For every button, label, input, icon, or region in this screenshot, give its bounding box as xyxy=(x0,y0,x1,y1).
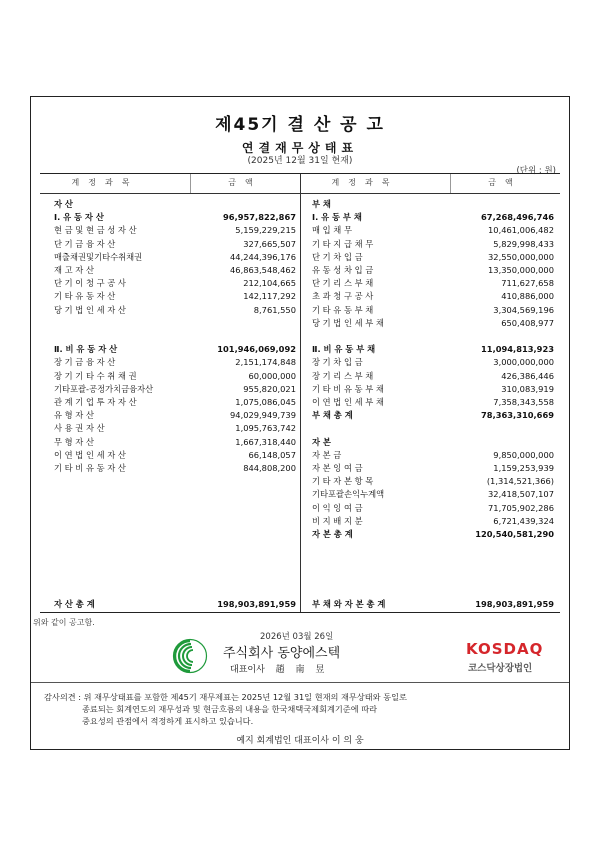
header-right-amount: 금액 xyxy=(488,178,522,187)
right-account-name: Ⅱ. 비 유 동 부 채 xyxy=(312,344,376,355)
left-account-amount: 198,903,891,959 xyxy=(217,599,296,609)
right-account-name: 초 과 청 구 공 사 xyxy=(312,291,374,302)
left-account-amount: 46,863,548,462 xyxy=(230,265,296,275)
right-table-row xyxy=(40,396,560,408)
right-table-row xyxy=(40,330,560,342)
footer-divider xyxy=(31,682,569,683)
auditor-signature: 예지 회계법인 대표이사 이 의 웅 xyxy=(236,736,364,746)
left-account-name: 사 용 권 자 산 xyxy=(54,423,105,434)
right-account-amount: 5,829,998,433 xyxy=(493,238,554,249)
right-account-name: 부 채 와 자 본 총 계 xyxy=(312,599,386,609)
right-table-row xyxy=(40,251,560,263)
right-account-amount: 78,363,310,669 xyxy=(481,410,554,421)
audit-opinion-line-2: 종료되는 회계연도의 재무성과 및 현금흐름의 내용을 한국채택국제회계기준에 따라 xyxy=(82,704,378,714)
right-account-name: 부 채 총 계 xyxy=(312,410,353,421)
left-account-name: 관 계 기 업 투 자 자 산 xyxy=(54,397,137,407)
left-account-name: 당 기 법 인 세 자 산 xyxy=(54,304,126,315)
right-account-name: 비 지 배 지 분 xyxy=(312,515,363,526)
right-table-row xyxy=(40,462,560,474)
right-table-row xyxy=(40,528,560,540)
statement-date: (2025년 12월 31일 현재) xyxy=(247,156,353,166)
right-account-amount: 9,850,000,000 xyxy=(493,449,554,460)
right-account-amount: 32,418,507,107 xyxy=(488,489,554,500)
kosdaq-listed-label: 코스닥상장법인 xyxy=(468,663,533,674)
right-account-name: 기 타 자 본 항 목 xyxy=(312,476,374,487)
audit-opinion xyxy=(44,691,554,727)
right-table-row xyxy=(40,343,560,355)
right-table-row xyxy=(40,304,560,316)
right-table-row xyxy=(40,449,560,461)
left-account-name: 장 기 기 타 수 취 채 권 xyxy=(54,370,137,381)
right-account-name: 기 타 지 급 채 무 xyxy=(312,238,374,249)
right-table-row xyxy=(40,290,560,302)
left-account-amount: 96,957,822,867 xyxy=(223,212,296,223)
right-account-amount: 10,461,006,482 xyxy=(488,225,554,236)
right-table-row xyxy=(40,211,560,223)
right-account-name: 장 기 리 스 부 채 xyxy=(312,370,374,381)
right-account-name: 당 기 법 인 세 부 채 xyxy=(312,317,384,328)
left-account-name: Ⅰ. 유 동 자 산 xyxy=(54,212,104,223)
left-account-name: 장 기 금 융 자 산 xyxy=(54,357,116,368)
right-account-name: 부 채 xyxy=(312,199,331,209)
right-table-row xyxy=(40,541,560,553)
right-account-name: 이 익 잉 여 금 xyxy=(312,502,363,513)
right-account-name: 유 동 성 차 입 금 xyxy=(312,265,374,275)
left-account-name: 유 형 자 산 xyxy=(54,410,94,421)
right-account-amount: 426,386,446 xyxy=(501,370,554,381)
right-table-row xyxy=(40,436,560,448)
right-account-name: 단 기 리 스 부 채 xyxy=(312,278,374,289)
right-account-name: 자 본 잉 여 금 xyxy=(312,463,363,473)
company-name: 주식회사 동양에스텍 xyxy=(223,646,341,661)
right-account-amount: 67,268,496,746 xyxy=(481,212,554,223)
right-account-amount: 711,627,658 xyxy=(501,278,554,289)
announcement-date: 2026년 03월 26일 xyxy=(260,632,334,642)
header-divider-right xyxy=(450,174,451,193)
statement-title: 연결재무상태표 xyxy=(241,141,359,155)
right-account-amount: 650,408,977 xyxy=(501,317,554,328)
left-account-name: 기타포괄-공정가치금융자산 xyxy=(54,383,154,394)
right-table-row xyxy=(40,383,560,395)
right-account-amount: 3,000,000,000 xyxy=(493,357,554,368)
left-account-amount: 212,104,665 xyxy=(243,278,296,289)
right-account-amount: 198,903,891,959 xyxy=(475,599,554,609)
notice-title: 제45기 결 산 공 고 xyxy=(215,115,385,135)
right-table-row xyxy=(40,554,560,566)
right-account-amount: 6,721,439,324 xyxy=(493,515,554,526)
right-table-row xyxy=(40,422,560,434)
right-table-row xyxy=(40,488,560,500)
left-account-name: 기 타 비 유 동 자 산 xyxy=(54,463,126,473)
right-table-row xyxy=(40,198,560,210)
header-right-account: 계정과목 xyxy=(331,178,399,187)
right-table-row xyxy=(40,264,560,276)
right-account-amount: 11,094,813,923 xyxy=(481,344,554,355)
right-table-row xyxy=(40,370,560,382)
right-table-row xyxy=(40,409,560,421)
right-account-amount: (1,314,521,366) xyxy=(486,476,554,487)
right-table-row xyxy=(40,515,560,527)
right-account-name: 이 연 법 인 세 부 채 xyxy=(312,397,384,407)
left-account-name: 단 기 이 청 구 공 사 xyxy=(54,278,126,289)
right-table-row xyxy=(40,568,560,580)
header-left-account: 계정과목 xyxy=(71,178,139,187)
right-account-name: 매 입 채 무 xyxy=(312,225,352,236)
right-table-row xyxy=(40,475,560,487)
balance-sheet-table xyxy=(40,173,560,613)
right-account-name: 기 타 유 동 부 채 xyxy=(312,304,374,315)
kosdaq-logo: KOSDAQ xyxy=(466,640,544,658)
left-account-name: 무 형 자 산 xyxy=(54,436,94,447)
left-account-name: 현 금 및 현 금 성 자 산 xyxy=(54,225,137,236)
left-account-amount: 44,244,396,176 xyxy=(230,251,296,262)
company-logo-icon xyxy=(172,638,208,674)
right-account-amount: 3,304,569,196 xyxy=(493,304,554,315)
left-account-amount: 94,029,949,739 xyxy=(230,410,296,421)
right-account-name: 자 본 xyxy=(312,436,331,447)
right-table-row xyxy=(40,502,560,514)
left-account-amount: 142,117,292 xyxy=(243,291,296,302)
right-table-row xyxy=(40,598,560,610)
left-account-amount: 8,761,550 xyxy=(253,304,296,315)
right-account-name: 단 기 차 입 금 xyxy=(312,251,363,262)
right-account-name: 자 본 총 계 xyxy=(312,529,353,539)
left-account-amount: 5,159,229,215 xyxy=(235,225,296,236)
right-account-amount: 7,358,343,558 xyxy=(493,397,554,407)
left-account-name: 단 기 금 융 자 산 xyxy=(54,238,116,249)
audit-opinion-line-3: 중요성의 관점에서 적정하게 표시하고 있습니다. xyxy=(82,716,254,726)
left-account-amount: 327,665,507 xyxy=(243,238,296,249)
left-account-amount: 955,820,021 xyxy=(243,383,296,394)
ceo-name: 대표이사 趙 南 昱 xyxy=(230,665,325,675)
right-table-row xyxy=(40,317,560,329)
right-account-amount: 120,540,581,290 xyxy=(475,529,554,539)
right-account-name: 자 본 금 xyxy=(312,449,342,460)
right-table-row xyxy=(40,277,560,289)
right-account-name: Ⅰ. 유 동 부 채 xyxy=(312,212,362,223)
left-account-amount: 1,667,318,440 xyxy=(235,436,296,447)
right-account-amount: 13,350,000,000 xyxy=(488,265,554,275)
right-account-name: 장 기 차 입 금 xyxy=(312,357,363,368)
unit-note: (단위 : 원) xyxy=(516,166,556,176)
right-account-amount: 410,886,000 xyxy=(501,291,554,302)
left-account-name: 기 타 유 동 자 산 xyxy=(54,291,116,302)
right-table-row xyxy=(40,356,560,368)
left-account-amount: 66,148,057 xyxy=(248,449,296,460)
notice-footnote: 위와 같이 공고함. xyxy=(33,618,95,627)
left-account-name: 매출채권및기타수취채권 xyxy=(54,251,143,262)
left-account-amount: 60,000,000 xyxy=(248,370,296,381)
left-account-amount: 844,808,200 xyxy=(243,463,296,473)
left-account-name: 이 연 법 인 세 자 산 xyxy=(54,449,126,460)
right-table-row xyxy=(40,238,560,250)
left-account-amount: 101,946,069,092 xyxy=(217,344,296,355)
left-account-amount: 1,095,763,742 xyxy=(235,423,296,434)
right-account-name: 기타포괄손익누계액 xyxy=(312,489,385,500)
right-account-amount: 32,550,000,000 xyxy=(488,251,554,262)
right-account-amount: 71,705,902,286 xyxy=(488,502,554,513)
left-account-amount: 2,151,174,848 xyxy=(235,357,296,368)
left-account-name: Ⅱ. 비 유 동 자 산 xyxy=(54,344,118,355)
right-account-amount: 1,159,253,939 xyxy=(493,463,554,473)
right-table-row xyxy=(40,224,560,236)
left-account-name: 자 산 xyxy=(54,199,73,209)
right-account-amount: 310,083,919 xyxy=(501,383,554,394)
header-divider-left xyxy=(190,174,191,193)
header-left-amount: 금액 xyxy=(228,178,262,187)
left-account-name: 재 고 자 산 xyxy=(54,265,94,275)
audit-opinion-line-1: 감사의견 : 위 재무상태표를 포함한 제45기 재무제표는 2025년 12월 31일 현재의 재무상태와 동일로 xyxy=(44,692,407,702)
right-account-name: 기 타 비 유 동 부 채 xyxy=(312,383,384,394)
left-account-amount: 1,075,086,045 xyxy=(235,397,296,407)
left-account-name: 자 산 총 계 xyxy=(54,599,95,609)
